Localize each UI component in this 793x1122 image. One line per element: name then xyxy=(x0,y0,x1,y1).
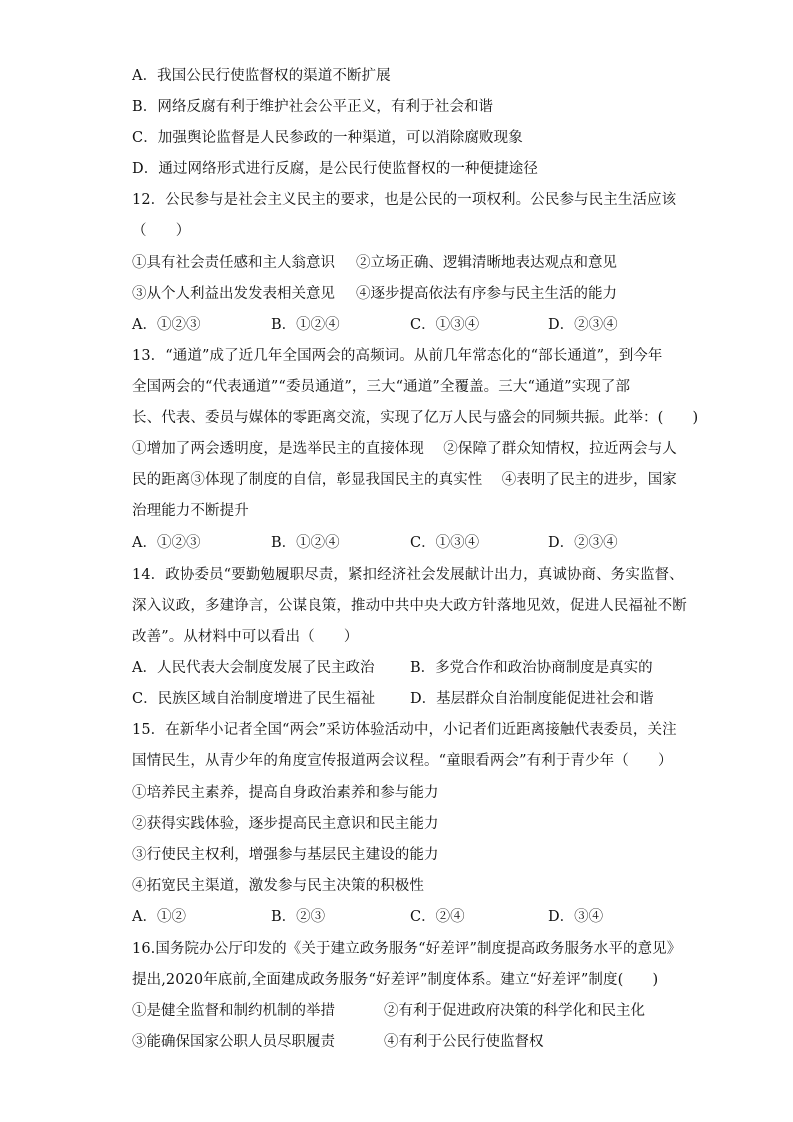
q12-item2: ②立场正确、逻辑清晰地表达观点和意见 xyxy=(356,255,617,271)
q16-item2: ②有利于促进政府决策的科学化和民主化 xyxy=(384,1003,645,1019)
q12-option-a: A．①②③ xyxy=(132,317,201,333)
q13-option-d: D．②③④ xyxy=(548,535,618,551)
q16-line1: 16.国务院办公厅印发的《关于建立政务服务“好差评”制度提高政务服务水平的意见》 xyxy=(132,941,682,957)
q14-line1: 14．政协委员“要勤勉履职尽责，紧扣经济社会发展献计出力，真诚协商、务实监督、 xyxy=(132,567,684,583)
q12-item1: ①具有社会责任感和主人翁意识 xyxy=(132,255,335,271)
q15-item1: ①培养民主素养，提高自身政治素养和参与能力 xyxy=(132,785,439,801)
q15-item4: ④拓宽民主渠道，激发参与民主决策的积极性 xyxy=(132,878,424,894)
q13-line4: ①增加了两会透明度，是选举民主的直接体现 ②保障了群众知情权，拉近两会与人 xyxy=(132,441,677,457)
q12-stem-line1: 12．公民参与是社会主义民主的要求，也是公民的一项权利。公民参与民主生活应该 xyxy=(132,192,677,208)
q15-line1: 15．在新华小记者全国“两会”采访体验活动中，小记者们近距离接触代表委员，关注 xyxy=(132,722,677,738)
q15-option-d: D．③④ xyxy=(548,909,604,925)
q14-line3: 改善”。从材料中可以看出（ ） xyxy=(132,629,359,645)
q12-item3: ③从个人利益出发发表相关意见 xyxy=(132,286,335,302)
q15-item3: ③行使民主权利，增强参与基层民主建设的能力 xyxy=(132,847,439,863)
q14-option-c: C．民族区域自治制度增进了民生福祉 xyxy=(132,691,376,707)
q13-option-a: A．①②③ xyxy=(132,535,201,551)
q12-option-b: B．①②④ xyxy=(271,317,340,333)
q15-option-c: C．②④ xyxy=(410,909,465,925)
q14-option-d: D．基层群众自治制度能促进社会和谐 xyxy=(410,691,654,707)
q11-option-d: D．通过网络形式进行反腐，是公民行使监督权的一种便捷途径 xyxy=(132,161,538,177)
q12-stem-line2: （ ） xyxy=(132,223,191,239)
q11-option-a: A．我国公民行使监督权的渠道不断扩展 xyxy=(132,68,391,84)
q13-line3: 长、代表、委员与媒体的零距离交流，实现了亿万人民与盛会的同频共振。此举：( ) xyxy=(132,410,699,426)
q15-option-b: B．②③ xyxy=(271,909,326,925)
q13-line5: 民的距离③体现了制度的自信，彰显我国民主的真实性 ④表明了民主的进步，国家 xyxy=(132,472,677,488)
q16-item3: ③能确保国家公职人员尽职履责 xyxy=(132,1034,335,1050)
q15-line2: 国情民生，从青少年的角度宣传报道两会议程。“童眼看两会”有利于青少年（ ） xyxy=(132,753,673,769)
q16-item4: ④有利于公民行使监督权 xyxy=(384,1034,544,1050)
q12-option-d: D．②③④ xyxy=(548,317,618,333)
q12-option-c: C．①③④ xyxy=(410,317,480,333)
q13-line1: 13．“通道”成了近几年全国两会的高频词。从前几年常态化的“部长通道”，到今年 xyxy=(132,348,663,364)
q14-option-b: B．多党合作和政治协商制度是真实的 xyxy=(410,660,653,676)
q16-item1: ①是健全监督和制约机制的举措 xyxy=(132,1003,335,1019)
q16-line2: 提出,2020年底前,全面建成政务服务“好差评”制度体系。建立“好差评”制度( ) xyxy=(132,972,659,988)
q11-option-c: C．加强舆论监督是人民参政的一种渠道，可以消除腐败现象 xyxy=(132,130,523,146)
q13-option-c: C．①③④ xyxy=(410,535,480,551)
q14-line2: 深入议政，多建诤言，公谋良策，推动中共中央大政方针落地见效，促进人民福祉不断 xyxy=(132,598,687,614)
q12-item4: ④逐步提高依法有序参与民主生活的能力 xyxy=(356,286,617,302)
q13-option-b: B．①②④ xyxy=(271,535,340,551)
q15-option-a: A．①② xyxy=(132,909,186,925)
q13-line6: 治理能力不断提升 xyxy=(132,503,249,519)
q15-item2: ②获得实践体验，逐步提高民主意识和民主能力 xyxy=(132,816,439,832)
q13-line2: 全国两会的“代表通道”“委员通道”，三大“通道”全覆盖。三大“通道”实现了部 xyxy=(132,379,631,395)
q14-option-a: A．人民代表大会制度发展了民主政治 xyxy=(132,660,375,676)
q11-option-b: B．网络反腐有利于维护社会公平正义，有利于社会和谐 xyxy=(132,99,494,115)
